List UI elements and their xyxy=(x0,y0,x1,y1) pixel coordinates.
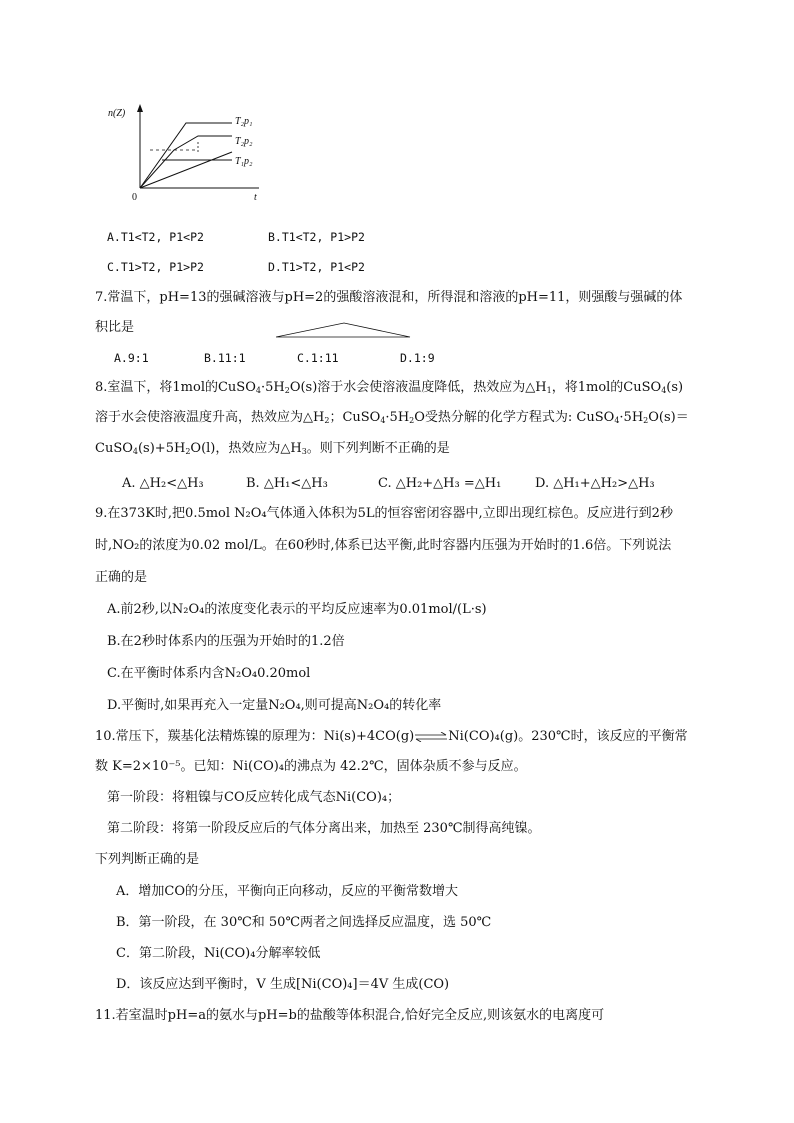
q11-stem-line1: 11.若室温时pH=a的氨水与pH=b的盐酸等体积混合,恰好完全反应,则该氨水的电离度可 xyxy=(95,1008,605,1023)
q8-stem-line3: $CuSO_4(s)+5H_2O(l)$，热效应为$\triangle H_3$。则下列判断不正确的是 xyxy=(95,441,450,456)
q6-option-c: C.T1>T2, P1>P2 xyxy=(107,260,204,274)
q7-option-d: D.1:9 xyxy=(400,351,435,365)
q10-stage-2: 第二阶段：将第一阶段反应后的气体分离出来，加热至 230℃制得高纯镍。 xyxy=(107,821,541,836)
q9-stem-line1: 9.在373K时,把0.5mol N₂O₄气体通入体积为5L的恒容密闭容器中,立即出现红棕色。反应进行到2秒 xyxy=(95,506,673,521)
curve-t1p2 xyxy=(140,152,232,188)
q7-stem-line1: 7.常温下，pH=13的强碱溶液与pH=2的强酸溶液混和，所得混和溶液的pH=11，则强酸与强碱的体 xyxy=(95,290,683,305)
q9-stem-line3: 正确的是 xyxy=(95,570,148,585)
q10-option-c: C．第二阶段，Ni(CO)₄分解率较低 xyxy=(116,946,321,961)
q7-stem-line2: 积比是 xyxy=(95,320,135,335)
triangle-mark xyxy=(276,322,412,338)
q6-option-a: A.T1<T2, P1<P2 xyxy=(107,230,204,244)
q10-stem-line2: 数 K=2×10⁻⁵。已知：Ni(CO)₄的沸点为 42.2℃，固体杂质不参与反应。 xyxy=(95,759,527,774)
q10-option-b: B．第一阶段，在 30℃和 50℃两者之间选择反应温度，选 50℃ xyxy=(116,915,492,930)
q7-option-b: B.11:1 xyxy=(204,351,246,365)
q9-option-d: D.平衡时,如果再充入一定量N₂O₄,则可提高N₂O₄的转化率 xyxy=(107,698,442,713)
q8-option-a: A. △H₂<△H₃ xyxy=(122,476,204,491)
q6-option-d: D.T1>T2, P1<P2 xyxy=(268,260,365,274)
q9-stem-line2: 时,NO₂的浓度为0.02 mol/L。在60秒时,体系已达平衡,此时容器内压强为开始时的1.6倍。下列说法 xyxy=(95,538,672,553)
q9-option-b: B.在2秒时体系内的压强为开始时的1.2倍 xyxy=(107,634,345,649)
q10-option-a: A．增加CO的分压，平衡向正向移动，反应的平衡常数增大 xyxy=(116,884,458,899)
curve-t2p2 xyxy=(140,136,232,188)
q10-option-d: D．该反应达到平衡时，V 生成[Ni(CO)₄]＝4V 生成(CO) xyxy=(116,977,450,992)
q7-option-c: C.1:11 xyxy=(297,351,339,365)
curve-label-t1p2: T₁p₂ xyxy=(235,156,253,167)
q9-option-c: C.在平衡时体系内含N₂O₄0.20mol xyxy=(107,666,311,681)
equilibrium-arrow xyxy=(414,732,448,742)
curve-label-t2p2: T₂p₂ xyxy=(235,136,253,147)
q8-option-d: D. △H₁+△H₂>△H₃ xyxy=(535,476,655,491)
curve-label-t2p1: T₂p₁ xyxy=(235,116,253,127)
q8-stem-line1: 8.室温下，将1mol的$CuSO_4\cdot 5H_2O(s)$溶于水会使溶液温度降低，热效应为$\triangle H_1$，将1mol的CuSO$_4$(s) xyxy=(95,380,684,395)
curve-t2p1 xyxy=(140,123,232,188)
y-axis-label: n(Z) xyxy=(108,108,126,119)
q6-option-b: B.T1<T2, P1>P2 xyxy=(268,230,365,244)
origin-label: 0 xyxy=(132,192,137,203)
q10-ask: 下列判断正确的是 xyxy=(95,852,200,867)
q8-option-c: C. △H₂+△H₃ =△H₁ xyxy=(378,476,502,491)
q7-option-a: A.9:1 xyxy=(114,351,149,365)
reaction-graph xyxy=(104,100,274,216)
q8-stem-line2: 溶于水会使溶液温度升高，热效应为$\triangle H_2$；$CuSO_4\cdot 5H_2O$受热分解的化学方程式为: $CuSO_4\cdot 5H_2O(s)=$ xyxy=(95,410,689,425)
q9-option-a: A.前2秒,以N₂O₄的浓度变化表示的平均反应速率为0.01mol/(L·s) xyxy=(107,602,487,617)
q8-option-b: B. △H₁<△H₃ xyxy=(246,476,328,491)
y-axis-arrow xyxy=(137,104,143,112)
q10-stage-1: 第一阶段：将粗镍与CO反应转化成气态Ni(CO)₄； xyxy=(107,790,401,805)
x-axis-label: t xyxy=(254,192,257,203)
q10-stem-line1: 10.常压下，羰基化法精炼镍的原理为：Ni(s)+4CO(g) Ni(CO)₄(g)。230℃时，该反应的平衡常 xyxy=(95,729,688,744)
